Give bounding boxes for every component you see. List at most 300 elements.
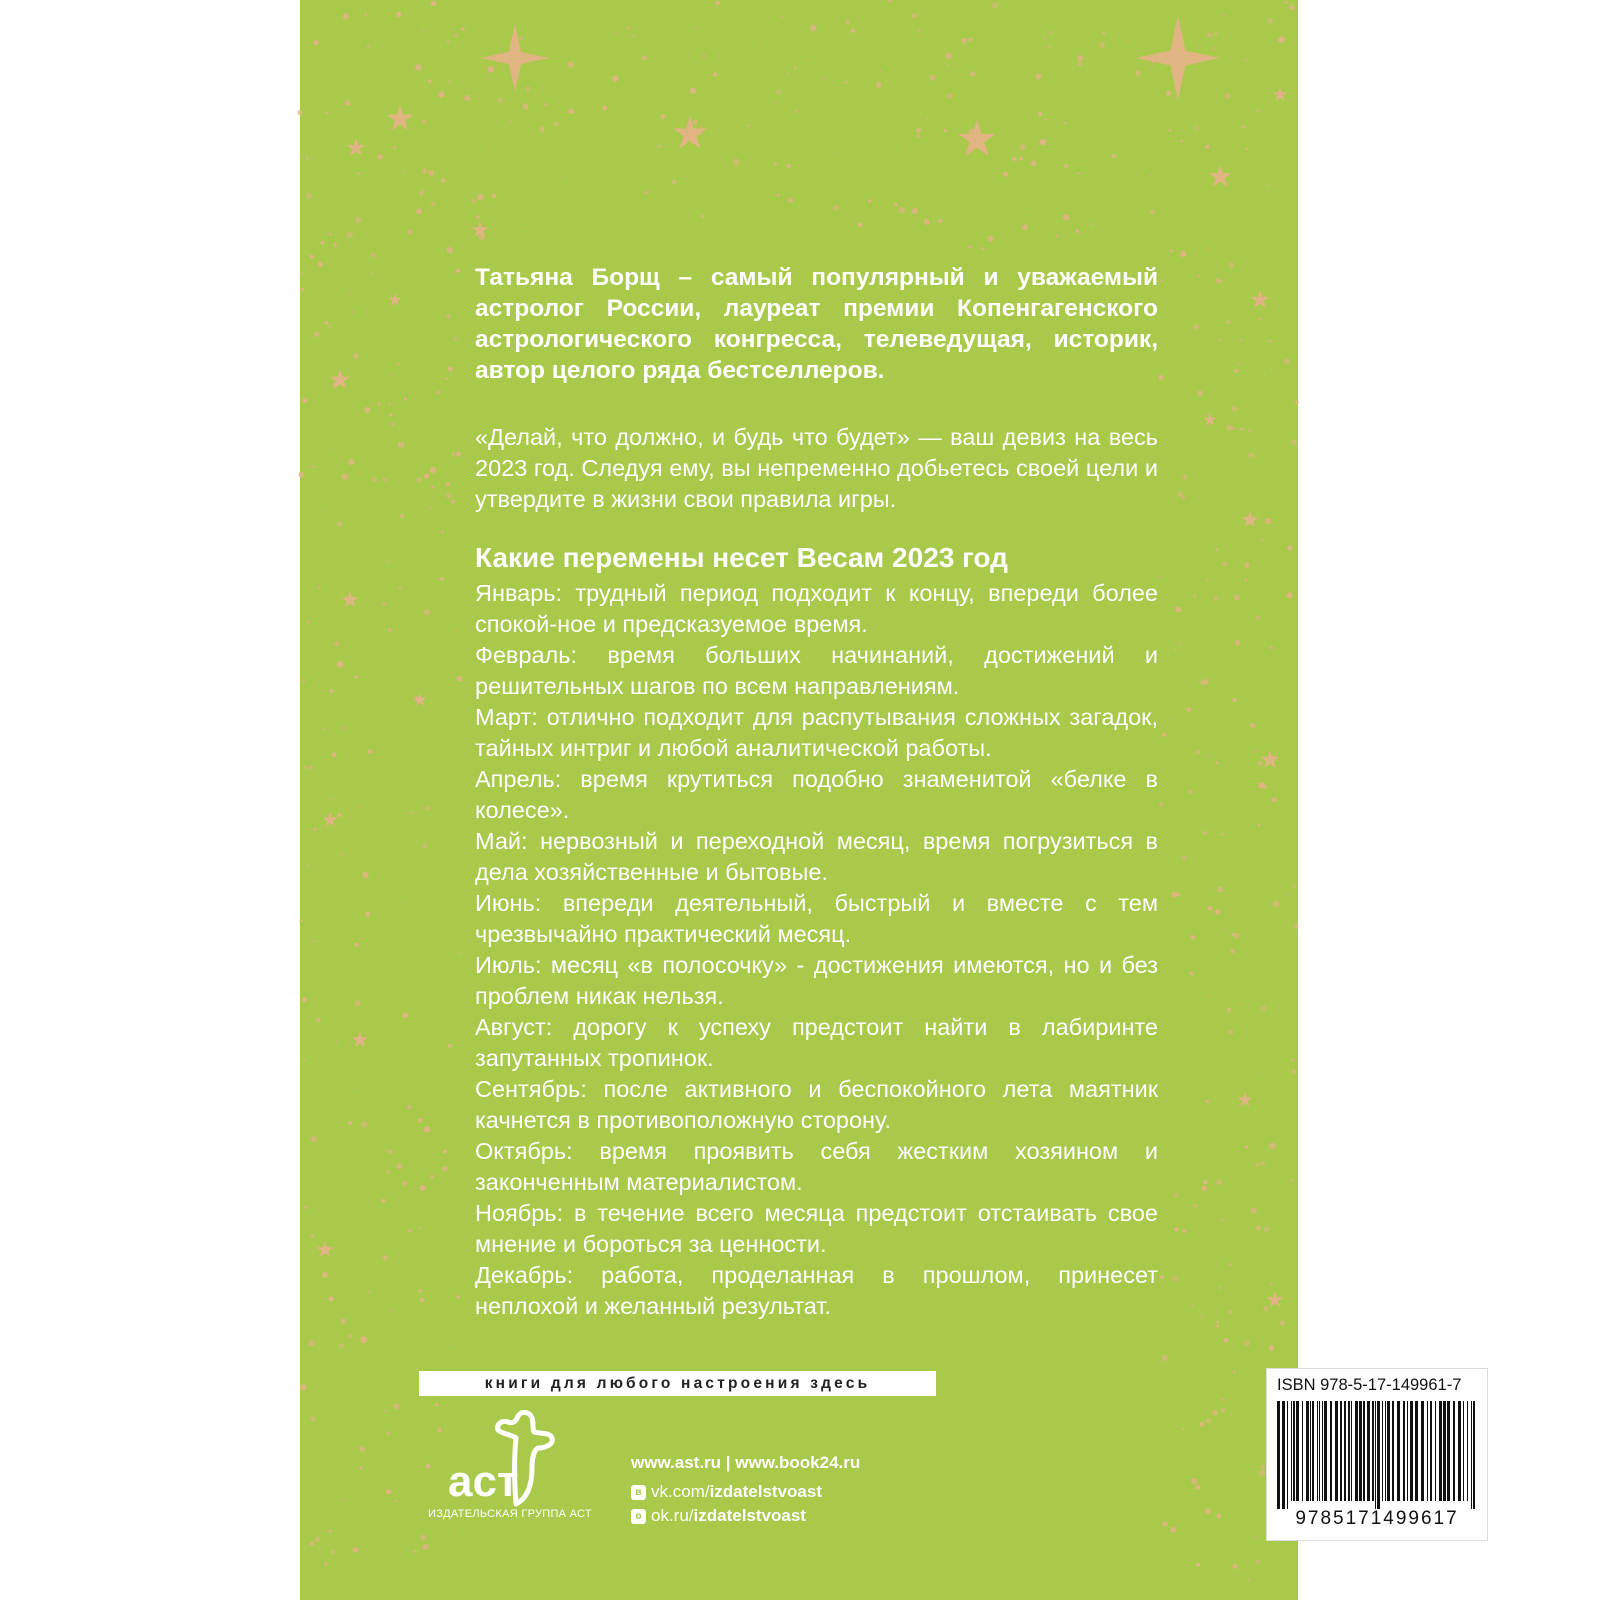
sparkle-shape — [481, 24, 549, 92]
speckle — [1213, 47, 1216, 50]
barcode-bar — [1421, 1401, 1424, 1501]
speckle — [1209, 754, 1211, 756]
speckle — [917, 28, 920, 31]
speckle — [355, 1000, 361, 1006]
speckle — [396, 1163, 402, 1169]
speckle — [523, 103, 529, 109]
speckle — [1182, 856, 1187, 861]
speckle — [1213, 596, 1218, 601]
speckle — [1216, 1324, 1219, 1327]
speckle — [1019, 157, 1023, 161]
speckle — [452, 1343, 454, 1345]
speckle — [554, 122, 558, 126]
speckle — [322, 1272, 328, 1278]
speckle — [337, 813, 341, 817]
speckle — [1203, 831, 1207, 835]
speckle — [1170, 1527, 1176, 1533]
speckle — [776, 90, 781, 95]
speckle — [1003, 172, 1008, 177]
speckle — [509, 121, 511, 123]
month-january: Январь: трудный период подходит к концу, впереди более спокой-ное и предсказуемое время. — [475, 580, 1158, 637]
speckle — [424, 473, 430, 479]
barcode-bar — [1367, 1401, 1370, 1501]
speckle — [446, 314, 451, 319]
speckle — [477, 194, 483, 200]
speckle — [1090, 223, 1093, 226]
speckle — [418, 1227, 420, 1229]
barcode-bar — [1377, 1401, 1380, 1509]
speckle — [1265, 518, 1272, 525]
speckle — [371, 273, 374, 276]
speckle — [340, 853, 343, 856]
speckle — [1019, 144, 1026, 151]
speckle — [1079, 163, 1081, 165]
speckle — [443, 1150, 447, 1154]
speckle — [848, 162, 850, 164]
speckle — [386, 1171, 390, 1175]
speckle — [1211, 1327, 1213, 1329]
ast-logo-icon — [428, 1408, 608, 1508]
speckle — [431, 486, 434, 489]
barcode-bar — [1291, 1401, 1292, 1501]
speckle — [1055, 234, 1059, 238]
speckle — [1260, 607, 1262, 609]
speckle — [388, 628, 392, 632]
motto-paragraph: «Делай, что должно, и будь что будет» — ваш девиз на весь 2023 год. Следуя ему, вы непременно добьетесь своей цели и утвердите в жизни свои правила игры. — [475, 424, 1158, 512]
speckle — [1189, 790, 1193, 794]
speckle — [418, 1289, 422, 1293]
speckle — [845, 20, 850, 25]
speckle — [992, 2, 998, 8]
speckle — [403, 171, 406, 174]
speckle — [489, 77, 491, 79]
speckle — [561, 177, 563, 179]
speckle — [690, 88, 697, 95]
speckle — [348, 459, 354, 465]
star-shape — [330, 369, 351, 389]
speckle — [1264, 1227, 1269, 1232]
speckle — [364, 13, 368, 17]
speckle — [944, 129, 947, 132]
speckle — [1217, 1320, 1220, 1323]
barcode-bar — [1458, 1401, 1461, 1501]
speckle — [456, 269, 460, 273]
speckle — [365, 912, 370, 917]
speckle — [404, 397, 407, 400]
speckle — [1128, 41, 1130, 43]
speckle — [306, 157, 309, 160]
speckle — [313, 940, 316, 943]
speckle — [325, 111, 328, 114]
speckle — [342, 473, 349, 480]
speckle — [471, 199, 475, 203]
speckle — [332, 752, 337, 757]
speckle — [451, 500, 455, 504]
speckle — [903, 146, 905, 148]
speckle — [325, 826, 328, 829]
speckle — [879, 70, 881, 72]
speckle — [357, 172, 360, 175]
speckle — [488, 66, 494, 72]
speckle — [1196, 750, 1200, 754]
month-august: Август: дорогу к успеху предстоит найти в лабиринте запутанных тропинок. — [475, 1014, 1158, 1071]
barcode-bar — [1463, 1401, 1464, 1501]
speckle — [788, 198, 793, 203]
speckle — [398, 587, 402, 591]
speckle — [393, 146, 396, 149]
speckle — [657, 145, 661, 149]
speckle — [1161, 280, 1164, 283]
speckle — [1216, 1179, 1222, 1185]
ok-handle: izdatelstvoast — [693, 1506, 806, 1525]
speckle — [1077, 172, 1080, 175]
speckle — [306, 620, 310, 624]
speckle — [343, 13, 350, 20]
speckle — [476, 215, 480, 219]
speckle — [440, 577, 444, 581]
barcode-bar — [1312, 1401, 1314, 1501]
barcode-bar — [1447, 1401, 1450, 1501]
speckle — [1180, 139, 1183, 142]
speckle — [314, 197, 316, 199]
speckle — [1195, 126, 1199, 130]
star-shape — [1261, 750, 1280, 768]
speckle — [341, 1318, 347, 1324]
speckle — [1190, 935, 1194, 939]
speckle — [1255, 615, 1260, 620]
speckle — [938, 219, 943, 224]
speckle — [642, 55, 647, 60]
speckle — [1215, 548, 1218, 551]
speckle — [1293, 923, 1299, 929]
speckle — [1271, 756, 1277, 762]
barcode-bar — [1293, 1401, 1295, 1501]
vk-icon: в — [631, 1485, 646, 1500]
barcode-bar — [1355, 1401, 1358, 1501]
speckle — [464, 95, 470, 101]
speckle — [424, 609, 430, 615]
speckle — [1273, 901, 1279, 907]
speckle — [447, 40, 450, 43]
speckle — [452, 453, 455, 456]
speckle — [313, 466, 316, 469]
speckle — [1197, 274, 1200, 277]
speckle — [1162, 733, 1166, 737]
vk-prefix: vk.com/ — [651, 1482, 710, 1501]
barcode-bar — [1375, 1401, 1376, 1509]
speckle — [1220, 598, 1222, 600]
speckle — [447, 96, 449, 98]
speckle — [448, 81, 451, 84]
speckle — [1199, 1422, 1204, 1427]
speckle — [353, 311, 355, 313]
barcode-bar — [1439, 1401, 1442, 1501]
speckle — [988, 236, 994, 242]
speckle — [300, 155, 302, 157]
speckle — [438, 91, 444, 97]
speckle — [777, 194, 780, 197]
speckle — [1245, 1146, 1248, 1149]
speckle — [372, 477, 377, 482]
barcode-bar — [1385, 1401, 1386, 1501]
speckle — [357, 804, 359, 806]
barcode-bar — [1471, 1401, 1472, 1509]
month-november: Ноябрь: в течение всего месяца предстоит отстаивать свое мнение и бороться за ценности. — [475, 1200, 1158, 1257]
speckle — [431, 1284, 433, 1286]
speckle — [945, 52, 952, 59]
speckle — [407, 1105, 411, 1109]
speckle — [733, 159, 740, 166]
speckle — [1203, 1180, 1208, 1185]
speckle — [1234, 933, 1240, 939]
ok-prefix: ok.ru/ — [651, 1506, 694, 1525]
speckle — [1022, 224, 1028, 230]
speckle — [776, 103, 778, 105]
speckle — [1182, 474, 1188, 480]
speckle — [1218, 338, 1220, 340]
speckle — [348, 1121, 352, 1125]
barcode-bar — [1340, 1401, 1342, 1501]
speckle — [1259, 1470, 1266, 1477]
speckle — [331, 1550, 335, 1554]
speckle — [746, 124, 749, 127]
speckle — [787, 164, 791, 168]
speckle — [364, 407, 370, 413]
speckle — [876, 82, 882, 88]
speckle — [1244, 562, 1250, 568]
speckle — [458, 951, 461, 954]
speckle — [522, 227, 524, 229]
speckle — [787, 72, 789, 74]
barcode-bar — [1351, 1401, 1352, 1501]
speckle — [693, 119, 699, 125]
star-shape — [316, 1241, 333, 1257]
speckle — [329, 1530, 332, 1533]
speckle — [1219, 766, 1221, 768]
speckle — [694, 26, 696, 28]
speckle — [456, 452, 461, 457]
speckle — [441, 530, 444, 533]
speckle — [325, 321, 329, 325]
speckle — [1190, 971, 1194, 975]
speckle — [307, 864, 309, 866]
speckle — [479, 234, 485, 240]
speckle — [1175, 27, 1180, 32]
speckle — [715, 1, 720, 6]
speckle — [300, 273, 303, 276]
speckle — [405, 903, 407, 905]
month-february: Февраль: время больших начинаний, достижений и решительных шагов по всем направлениям. — [475, 642, 1158, 699]
star-shape — [1209, 165, 1232, 187]
speckle — [454, 337, 457, 340]
speckle — [1267, 184, 1270, 187]
speckle — [416, 477, 421, 482]
speckle — [1232, 698, 1236, 702]
speckle — [1249, 430, 1252, 433]
speckle — [633, 35, 636, 38]
speckle — [799, 26, 801, 28]
speckle — [1112, 154, 1116, 158]
speckle — [349, 292, 351, 294]
speckle — [403, 1013, 409, 1019]
speckle — [1219, 1287, 1221, 1289]
speckle — [461, 27, 465, 31]
speckle — [448, 1044, 452, 1048]
speckle — [1206, 578, 1209, 581]
speckle — [1257, 824, 1260, 827]
speckle — [888, 0, 891, 2]
speckle — [541, 127, 544, 130]
speckle — [383, 602, 387, 606]
speckle — [1196, 1485, 1201, 1490]
speckle — [442, 1166, 448, 1172]
speckle — [329, 449, 331, 451]
speckle — [431, 1, 436, 6]
speckle — [757, 44, 759, 46]
speckle — [302, 398, 307, 403]
star-shape — [387, 105, 414, 130]
star-shape — [673, 116, 707, 149]
speckle — [385, 1149, 387, 1151]
publisher-websites[interactable]: www.ast.ru | www.book24.ru — [631, 1453, 861, 1472]
speckle — [303, 1059, 305, 1061]
speckle — [1172, 1276, 1178, 1282]
speckle — [794, 66, 797, 69]
speckle — [1292, 1069, 1296, 1073]
speckle — [1206, 247, 1208, 249]
speckle — [644, 191, 648, 195]
speckle — [1206, 1418, 1211, 1423]
speckle — [1174, 1227, 1178, 1231]
speckle — [1171, 718, 1173, 720]
speckle — [526, 86, 531, 91]
speckle — [1224, 15, 1226, 17]
speckle — [353, 353, 359, 359]
speckle — [810, 25, 817, 32]
star-shape — [341, 591, 358, 607]
speckle — [310, 1136, 317, 1143]
speckle — [299, 919, 302, 922]
barcode-bar — [1363, 1401, 1365, 1501]
speckle — [428, 170, 434, 176]
speckle — [310, 254, 315, 259]
speckle — [354, 675, 358, 679]
speckle — [627, 27, 630, 30]
speckle — [1048, 46, 1050, 48]
speckle — [544, 103, 547, 106]
speckle — [324, 509, 326, 511]
speckle — [1270, 797, 1272, 799]
speckle — [1295, 401, 1299, 405]
speckle — [313, 40, 319, 46]
speckle — [774, 162, 778, 166]
speckle — [299, 472, 305, 478]
speckle — [858, 223, 862, 227]
speckle — [1158, 375, 1163, 380]
speckle — [1226, 320, 1230, 324]
speckle — [612, 76, 618, 82]
speckle — [368, 1291, 371, 1294]
speckle — [353, 1547, 359, 1553]
speckle — [661, 114, 666, 119]
speckle — [1135, 71, 1140, 76]
speckle — [1261, 539, 1263, 541]
speckle — [447, 247, 453, 253]
isbn-number: ISBN 978-5-17-149961-7 — [1277, 1376, 1462, 1394]
speckle — [328, 325, 331, 328]
speckle — [300, 1384, 306, 1390]
speckle — [311, 1234, 314, 1237]
speckle — [1196, 1563, 1200, 1567]
speckle — [691, 141, 694, 144]
barcode-bar — [1324, 1401, 1327, 1501]
speckle — [415, 696, 421, 702]
speckle — [1038, 112, 1042, 116]
speckle — [899, 207, 906, 214]
star-shape — [322, 812, 337, 827]
speckle — [1159, 802, 1163, 806]
speckle — [329, 689, 333, 693]
speckle — [498, 98, 503, 103]
speckle — [1042, 37, 1044, 39]
barcode-bar — [1277, 1401, 1280, 1509]
vk-link[interactable] — [631, 1482, 822, 1502]
speckle — [1193, 594, 1196, 597]
speckle — [1226, 425, 1232, 431]
speckle — [445, 482, 450, 487]
speckle — [1199, 680, 1203, 684]
speckle — [1040, 139, 1047, 146]
barcode-bar — [1317, 1401, 1318, 1501]
author-intro: Татьяна Борщ – самый популярный и уважаемый астролог России, лауреат премии Копенгагенского астрологического конгресса, телеведущая, историк, автор целого ряда бестселлеров. — [475, 264, 1158, 384]
speckle — [310, 1542, 314, 1546]
speckle — [1208, 906, 1213, 911]
speckle — [1284, 358, 1290, 364]
speckle — [410, 811, 413, 814]
speckle — [426, 1301, 428, 1303]
speckle — [1023, 83, 1025, 85]
speckle — [446, 377, 449, 380]
speckle — [701, 215, 704, 218]
speckle — [397, 362, 400, 365]
speckle — [389, 413, 393, 417]
speckle — [388, 402, 391, 405]
speckle — [1191, 1305, 1193, 1307]
speckle — [435, 1403, 438, 1406]
speckle — [1161, 1355, 1168, 1362]
speckle — [422, 28, 425, 31]
star-shape — [1203, 413, 1216, 426]
speckle — [1077, 62, 1082, 67]
speckle — [1058, 71, 1060, 73]
speckle — [377, 154, 383, 160]
speckle — [428, 79, 432, 83]
speckle — [1246, 148, 1248, 150]
speckle — [1191, 1478, 1198, 1485]
speckle — [1102, 31, 1105, 34]
speckle — [300, 288, 304, 292]
speckle — [368, 750, 372, 754]
speckle — [1272, 797, 1277, 802]
ok-link[interactable] — [631, 1506, 806, 1526]
speckle — [968, 245, 971, 248]
speckle — [1287, 893, 1289, 895]
speckle — [1248, 1578, 1250, 1580]
speckle — [929, 74, 936, 81]
speckle — [1217, 1514, 1222, 1519]
speckle — [383, 477, 387, 481]
speckle — [1217, 887, 1223, 893]
